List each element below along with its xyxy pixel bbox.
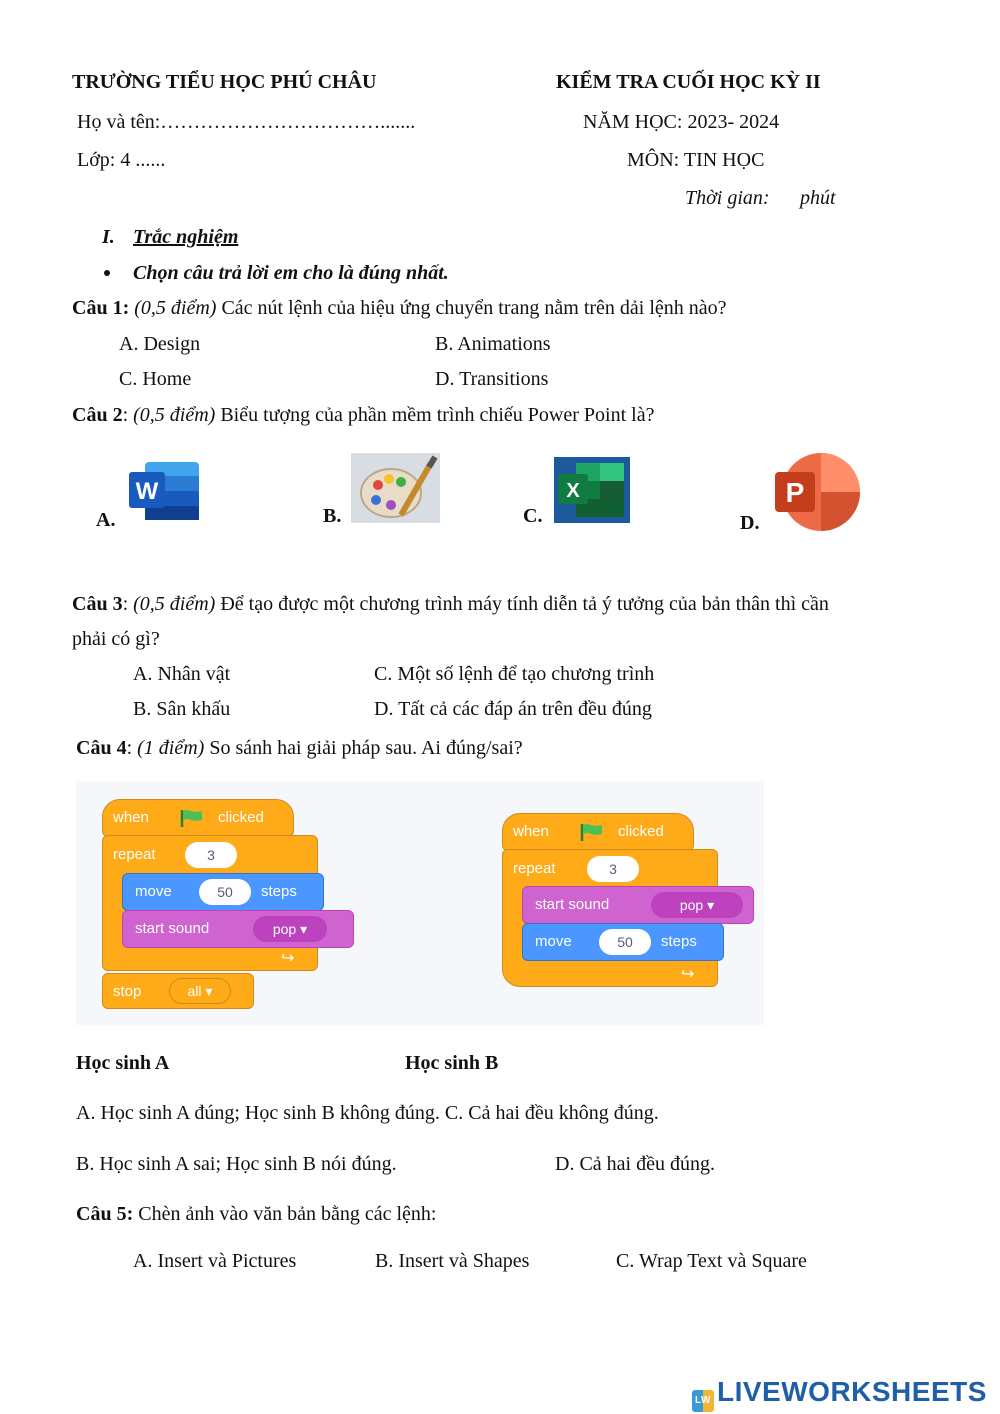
q5-option-c[interactable]: C. Wrap Text và Square	[616, 1250, 807, 1272]
q2-option-c-label[interactable]: C.	[523, 505, 543, 527]
b-when-flag-block	[502, 813, 694, 851]
q2-label: Câu 2	[72, 404, 123, 426]
a-clicked-label: clicked	[218, 809, 264, 826]
b-start-sound-label: start sound	[535, 896, 610, 913]
q4-label: Câu 4	[76, 737, 127, 759]
b-flag-icon	[579, 822, 605, 846]
b-move-label: move	[535, 933, 572, 950]
q1-text	[72, 291, 727, 326]
excel-icon[interactable]	[554, 457, 630, 523]
scratch-code-image	[76, 781, 764, 1025]
word-icon-letter: W	[135, 478, 159, 505]
liveworksheets-badge-icon: LW	[692, 1390, 714, 1412]
a-stop-label: stop	[113, 983, 142, 1000]
q2-option-a-label[interactable]: A.	[96, 509, 116, 531]
q1-points: (0,5 điểm)	[134, 297, 217, 319]
liveworksheets-text: LIVEWORKSHEETS	[717, 1376, 987, 1407]
q4-option-b[interactable]: B. Học sinh A sai; Học sinh B nói đúng.	[76, 1153, 397, 1175]
q2-option-d-label[interactable]: D.	[740, 512, 760, 534]
b-repeat-count: 3	[587, 856, 639, 882]
q3-text-line2: phải có gì?	[72, 628, 160, 650]
b-move-value: 50	[599, 929, 651, 955]
a-stop-option: all	[187, 983, 202, 999]
q2-question: Biểu tượng của phần mềm trình chiếu Power Point là?	[215, 404, 655, 426]
q3-label: Câu 3	[72, 593, 123, 615]
q5-question: Chèn ảnh vào văn bản bằng các lệnh:	[133, 1203, 437, 1225]
b-start-sound-block	[522, 886, 754, 924]
q1-option-c[interactable]: C. Home	[119, 368, 192, 390]
q3-text-line1: Câu 3: (0,5 điểm) Để tạo được một chương trình máy tính diễn tả ý tưởng của bản thân thì cần	[72, 593, 829, 615]
q2-text: Câu 2: (0,5 điểm) Biểu tượng của phần mềm trình chiếu Power Point là?	[72, 404, 655, 426]
a-sound-name: pop	[272, 921, 297, 937]
word-icon[interactable]	[127, 458, 203, 524]
student-a-caption: Học sinh A	[76, 1052, 170, 1074]
q5-text	[76, 1203, 436, 1226]
exam-title: KIỂM TRA CUỐI HỌC KỲ II	[556, 71, 821, 93]
section-numeral: I.	[102, 226, 115, 248]
q4-points: (1 điểm)	[137, 737, 205, 759]
q2-option-b-label[interactable]: B.	[323, 505, 342, 527]
q1-label: Câu 1:	[72, 297, 130, 319]
q3-option-a[interactable]: A. Nhân vật	[133, 663, 231, 685]
b-steps-label: steps	[661, 933, 697, 950]
time-unit: phút	[800, 187, 836, 209]
a-when-label: when	[113, 809, 149, 826]
b-sound-name: pop	[679, 897, 704, 913]
time-label: Thời gian:	[685, 187, 770, 209]
paint-palette-icon[interactable]	[351, 453, 440, 523]
school-year: NĂM HỌC: 2023- 2024	[583, 111, 780, 133]
a-loop-arrow-icon: ↪	[281, 950, 295, 967]
b-loop-arrow-icon: ↪	[681, 966, 695, 983]
liveworksheets-logo	[692, 1376, 987, 1412]
a-sound-dropdown: pop ▾	[253, 916, 327, 942]
q3-question: Để tạo được một chương trình máy tính diễn tả ý tưởng của bản thân thì cần	[215, 593, 829, 615]
q5-option-a[interactable]: A. Insert và Pictures	[133, 1250, 297, 1272]
q3-option-d[interactable]: D. Tất cả các đáp án trên đều đúng	[374, 698, 652, 720]
section-title: Trắc nghiệm	[133, 226, 239, 248]
q3-points: (0,5 điểm)	[133, 593, 216, 615]
q4-option-d[interactable]: D. Cả hai đều đúng.	[555, 1153, 715, 1175]
a-repeat-label: repeat	[113, 846, 156, 863]
powerpoint-icon[interactable]	[772, 452, 862, 534]
a-stop-dropdown: all ▾	[169, 978, 231, 1004]
b-when-label: when	[513, 823, 549, 840]
a-start-sound-block	[122, 910, 354, 948]
q3-option-c[interactable]: C. Một số lệnh để tạo chương trình	[374, 663, 655, 685]
b-clicked-label: clicked	[618, 823, 664, 840]
school-name: TRƯỜNG TIỂU HỌC PHÚ CHÂU	[72, 71, 377, 93]
b-repeat-label: repeat	[513, 860, 556, 877]
q5-option-b[interactable]: B. Insert và Shapes	[375, 1250, 530, 1272]
q1-question: Các nút lệnh của hiệu ứng chuyển trang nằm trên dải lệnh nào?	[216, 297, 727, 319]
q1-option-d[interactable]: D. Transitions	[435, 368, 549, 390]
a-steps-label: steps	[261, 883, 297, 900]
student-b-caption: Học sinh B	[405, 1052, 499, 1074]
powerpoint-icon-letter: P	[785, 477, 805, 508]
bullet	[104, 270, 110, 276]
a-repeat-count: 3	[185, 842, 237, 868]
a-stop-block	[102, 973, 254, 1009]
a-move-value: 50	[199, 879, 251, 905]
subject: MÔN: TIN HỌC	[627, 149, 765, 171]
a-when-flag-block	[102, 799, 294, 837]
a-start-sound-label: start sound	[135, 920, 210, 937]
q2-points: (0,5 điểm)	[133, 404, 216, 426]
instruction: Chọn câu trả lời em cho là đúng nhất.	[133, 262, 449, 284]
a-flag-icon	[179, 808, 205, 832]
q4-option-a-c[interactable]: A. Học sinh A đúng; Học sinh B không đúng. C. Cả hai đều không đúng.	[76, 1102, 659, 1124]
b-move-block	[522, 923, 724, 961]
excel-icon-letter: X	[566, 480, 580, 502]
a-move-label: move	[135, 883, 172, 900]
a-move-block	[122, 873, 324, 911]
class-line: Lớp: 4 ......	[77, 149, 166, 171]
b-sound-dropdown: pop ▾	[651, 892, 743, 918]
q4-question: So sánh hai giải pháp sau. Ai đúng/sai?	[204, 737, 523, 759]
q5-label: Câu 5:	[76, 1203, 134, 1225]
q3-option-b[interactable]: B. Sân khấu	[133, 698, 231, 720]
name-line: Họ và tên:…………………………….......	[77, 111, 416, 133]
q1-option-a[interactable]: A. Design	[119, 333, 201, 355]
q1-option-b[interactable]: B. Animations	[435, 333, 551, 355]
q4-text: Câu 4: (1 điểm) So sánh hai giải pháp sau. Ai đúng/sai?	[76, 737, 523, 759]
